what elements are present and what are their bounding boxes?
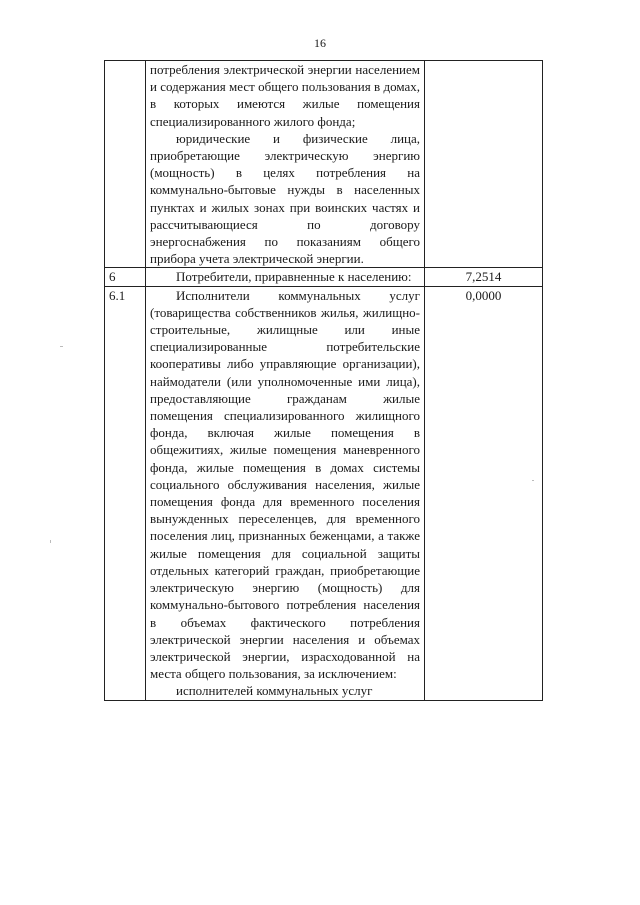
scan-artifact-mark: [532, 480, 534, 481]
row-value: 0,0000: [425, 286, 543, 700]
row-number: 6.1: [105, 286, 146, 700]
description-paragraph: исполнителей коммунальных услуг: [176, 683, 373, 699]
row-value: [425, 61, 543, 268]
description-paragraph: Исполнители коммунальных услуг (товарищества собственников жилья, жилищно-строительные, жилищные или иные специализированные потребительские кооперативы либо управляющие организации), наймодатели (или уполномоченные ими лица), предоставляющие гражданам жилые помещения специализированного жилищного фонда, включая жилые помещения в общежитиях, жилые помещения маневренного фонда, жилые помещения в домах системы социального обслуживания населения, жилые помещения фонда для временного поселения вынужденных переселенцев, для временного поселения лиц, признанных беженцами, а также жилые помещения для социальной защиты отдельных категорий граждан, приобретающие электрическую энергию (мощность) для коммунально-бытового потребления населения в объемах фактического потребления электрической энергии населения и объемах электрической энергии, израсходованной на места общего пользования, за исключением:: [150, 287, 420, 682]
scan-artifact-mark: [50, 540, 51, 543]
table-row: [105, 268, 543, 286]
row-description: [146, 268, 425, 286]
row-value: 7,2514: [425, 268, 543, 286]
table-row: [105, 61, 543, 268]
page-number: 16: [314, 36, 326, 50]
row-description: [146, 286, 425, 700]
row-description: [146, 61, 425, 268]
tariff-table: [104, 60, 543, 701]
row-number: 6: [105, 268, 146, 286]
description-paragraph: Потребители, приравненные к населению:: [176, 269, 412, 285]
scan-artifact-mark: [60, 346, 63, 347]
row-number: [105, 61, 146, 268]
description-paragraph: юридические и физические лица, приобретающие электрическую энергию (мощность) в целях потребления на коммунально-бытовые нужды в населенных пунктах и жилых зонах при воинских частях и рассчитывающиеся по договору энергоснабжения по показаниям общего прибора учета электрической энергии.: [150, 130, 420, 267]
description-paragraph: потребления электрической энергии населением и содержания мест общего пользования в домах, в которых имеются жилые помещения специализированного жилого фонда;: [150, 62, 420, 129]
table-row: [105, 286, 543, 700]
